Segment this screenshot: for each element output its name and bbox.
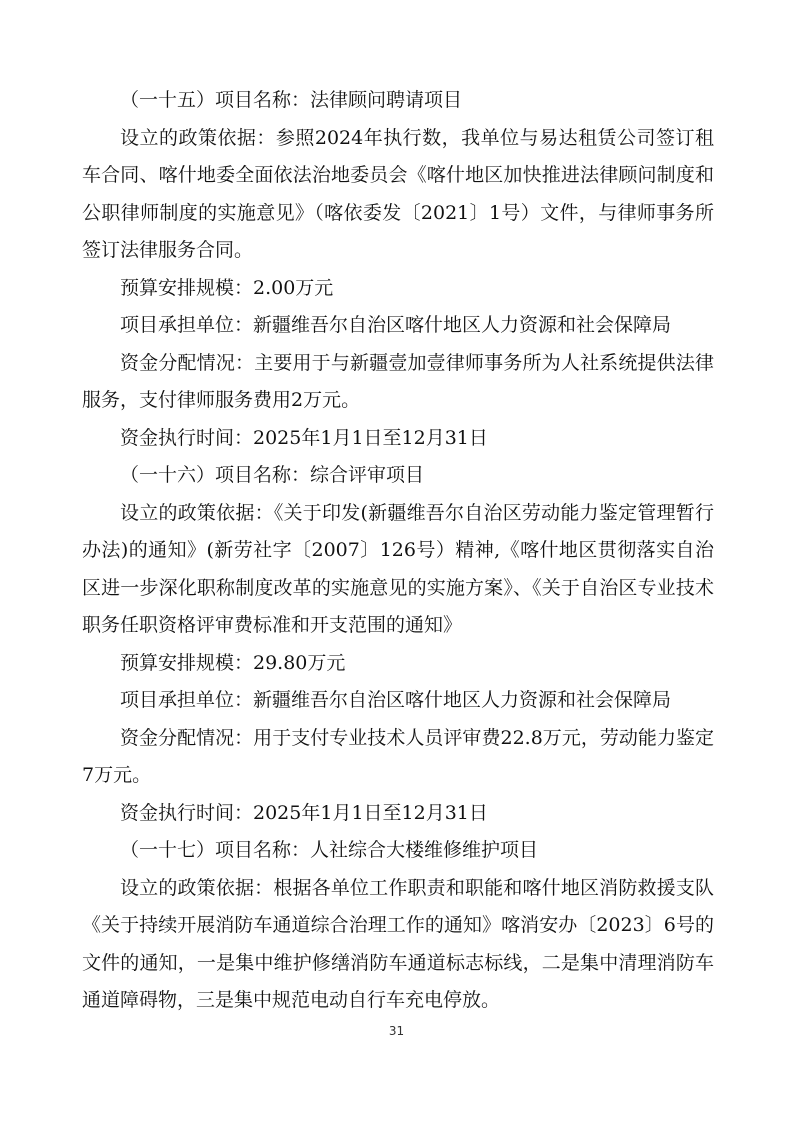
item-15-execution-time: 资金执行时间：2025年1月1日至12月31日: [120, 426, 488, 449]
item-15-fund-allocation: 资金分配情况：主要用于与新疆壹加壹律师事务所为人社系统提供法律服务，支付律师服务费用2万元。: [82, 351, 714, 411]
item-15-heading: （一十五）项目名称：法律顾问聘请项目: [120, 89, 463, 111]
item-15-policy-basis: 设立的政策依据：参照2024年执行数，我单位与易达租赁公司签订租车合同、喀什地委全面依法治地委员会《喀什地区加快推进法律顾问制度和公职律师制度的实施意见》（喀依委发〔2021〕1号）文件，与律师事务所签订法律服务合同。: [82, 126, 714, 261]
item-16-undertaking-unit: 项目承担单位：新疆维吾尔自治区喀什地区人力资源和社会保障局: [120, 689, 672, 711]
item-17-policy-basis: 设立的政策依据：根据各单位工作职责和职能和喀什地区消防救援支队《关于持续开展消防车通道综合治理工作的通知》喀消安办〔2023〕6号的文件的通知，一是集中维护修缮消防车通道标志标线，二是集中清理消防车通道障碍物，三是集中规范电动自行车充电停放。: [82, 876, 714, 1011]
item-16-fund-allocation: 资金分配情况：用于支付专业技术人员评审费22.8万元，劳动能力鉴定7万元。: [82, 726, 714, 786]
item-16-execution-time: 资金执行时间：2025年1月1日至12月31日: [120, 801, 488, 824]
item-16-budget: 预算安排规模：29.80万元: [120, 651, 346, 674]
page-number: 31: [388, 1024, 405, 1038]
item-15-budget: 预算安排规模：2.00万元: [120, 276, 334, 299]
item-15-undertaking-unit: 项目承担单位：新疆维吾尔自治区喀什地区人力资源和社会保障局: [120, 314, 672, 336]
item-16-heading: （一十六）项目名称：综合评审项目: [120, 464, 425, 486]
item-17-heading: （一十七）项目名称：人社综合大楼维修维护项目: [120, 839, 539, 861]
item-16-policy-basis: 设立的政策依据：《关于印发(新疆维吾尔自治区劳动能力鉴定管理暂行办法)的通知》(新劳社字〔2007〕126号）精神,《喀什地区贯彻落实自治区进一步深化职称制度改革的实施意见的实施方案》、《关于自治区专业技术职务任职资格评审费标准和开支范围的通知》: [82, 501, 714, 636]
